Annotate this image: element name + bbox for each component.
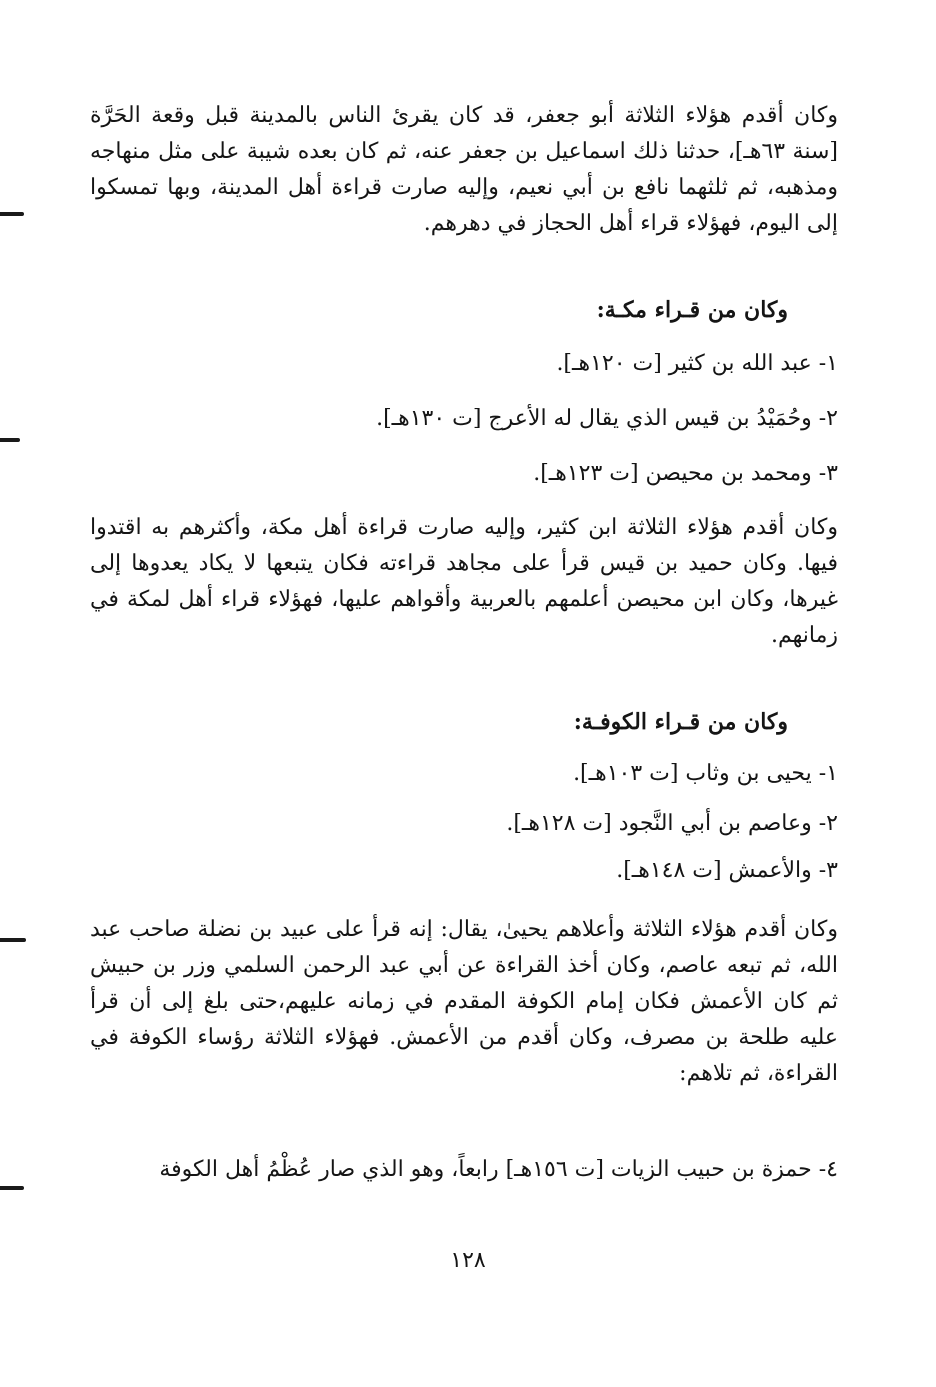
heading-kufa-readers: وكان من قـراء الكوفـة: xyxy=(573,709,788,735)
binding-mark xyxy=(0,1186,24,1190)
paragraph-madinah-readers: وكان أقدم هؤلاء الثلاثة أبو جعفر، قد كان يقرئ الناس بالمدينة قبل وقعة الحَرَّة [سنة ٦٣هـ]، حدثنا ذلك اسماعيل بن جعفر عنه، ثم كان بعده شيبة على مثل منهاجه ومذهبه، ثم ثلثهما نافع بن أبي نعيم، وإليه صارت قراءة أهل المدينة، وبها تمسكوا إلى اليوم، فهؤلاء قراء أهل الحجاز في دهرهم. xyxy=(90,103,839,236)
heading-makkah-readers: وكان من قـراء مكـة: xyxy=(596,297,788,323)
list-item-kufa-3: ٣- والأعمش [ت ١٤٨هـ]. xyxy=(616,858,838,883)
paragraph-makkah-summary: وكان أقدم هؤلاء الثلاثة ابن كثير، وإليه صارت قراءة أهل مكة، وأكثرهم به اقتدوا فيها. وكان حميد بن قيس قرأ على مجاهد قراءته فكان يتبعها لا يكاد يعدوها إلى غيرها، وكان ابن محيصن أعلمهم بالعربية وأقواهم عليها، فهؤلاء قراء أهل لمكة في زمانهم. xyxy=(90,515,838,648)
page-number: ١٢٨ xyxy=(450,1248,486,1273)
list-item-kufa-1: ١- يحيى بن وثاب [ت ١٠٣هـ]. xyxy=(573,761,838,786)
list-item-makkah-2: ٢- وحُمَيْدُ بن قيس الذي يقال له الأعرج [ت ١٣٠هـ]. xyxy=(376,406,838,431)
list-item-kufa-4: ٤- حمزة بن حبيب الزيات [ت ١٥٦هـ] رابعاً، وهو الذي صار عُظْمُ أهل الكوفة xyxy=(159,1157,838,1182)
list-item-makkah-1: ١- عبد الله بن كثير [ت ١٢٠هـ]. xyxy=(556,351,838,376)
binding-mark xyxy=(0,438,20,442)
binding-mark xyxy=(0,212,24,216)
list-item-makkah-3: ٣- ومحمد بن محيصن [ت ١٢٣هـ]. xyxy=(533,461,838,486)
list-item-kufa-2: ٢- وعاصم بن أبي النَّجود [ت ١٢٨هـ]. xyxy=(506,811,838,836)
binding-mark xyxy=(0,938,26,942)
paragraph-kufa-summary: وكان أقدم هؤلاء الثلاثة وأعلاهم يحيىٰ، يقال: إنه قرأ على عبيد بن نضلة صاحب عبد الله، ثم تبعه عاصم، وكان أخذ القراءة عن أبي عبد الرحمن السلمي وزر بن حبيش ثم كان الأعمش فكان إمام الكوفة المقدم في زمانه عليهم،حتى بلغ إلى أن قرأ عليه طلحة بن مصرف، وكان أقدم من الأعمش. فهؤلاء الثلاثة رؤساء الكوفة في القراءة، ثم تلاهم: xyxy=(90,917,838,1086)
